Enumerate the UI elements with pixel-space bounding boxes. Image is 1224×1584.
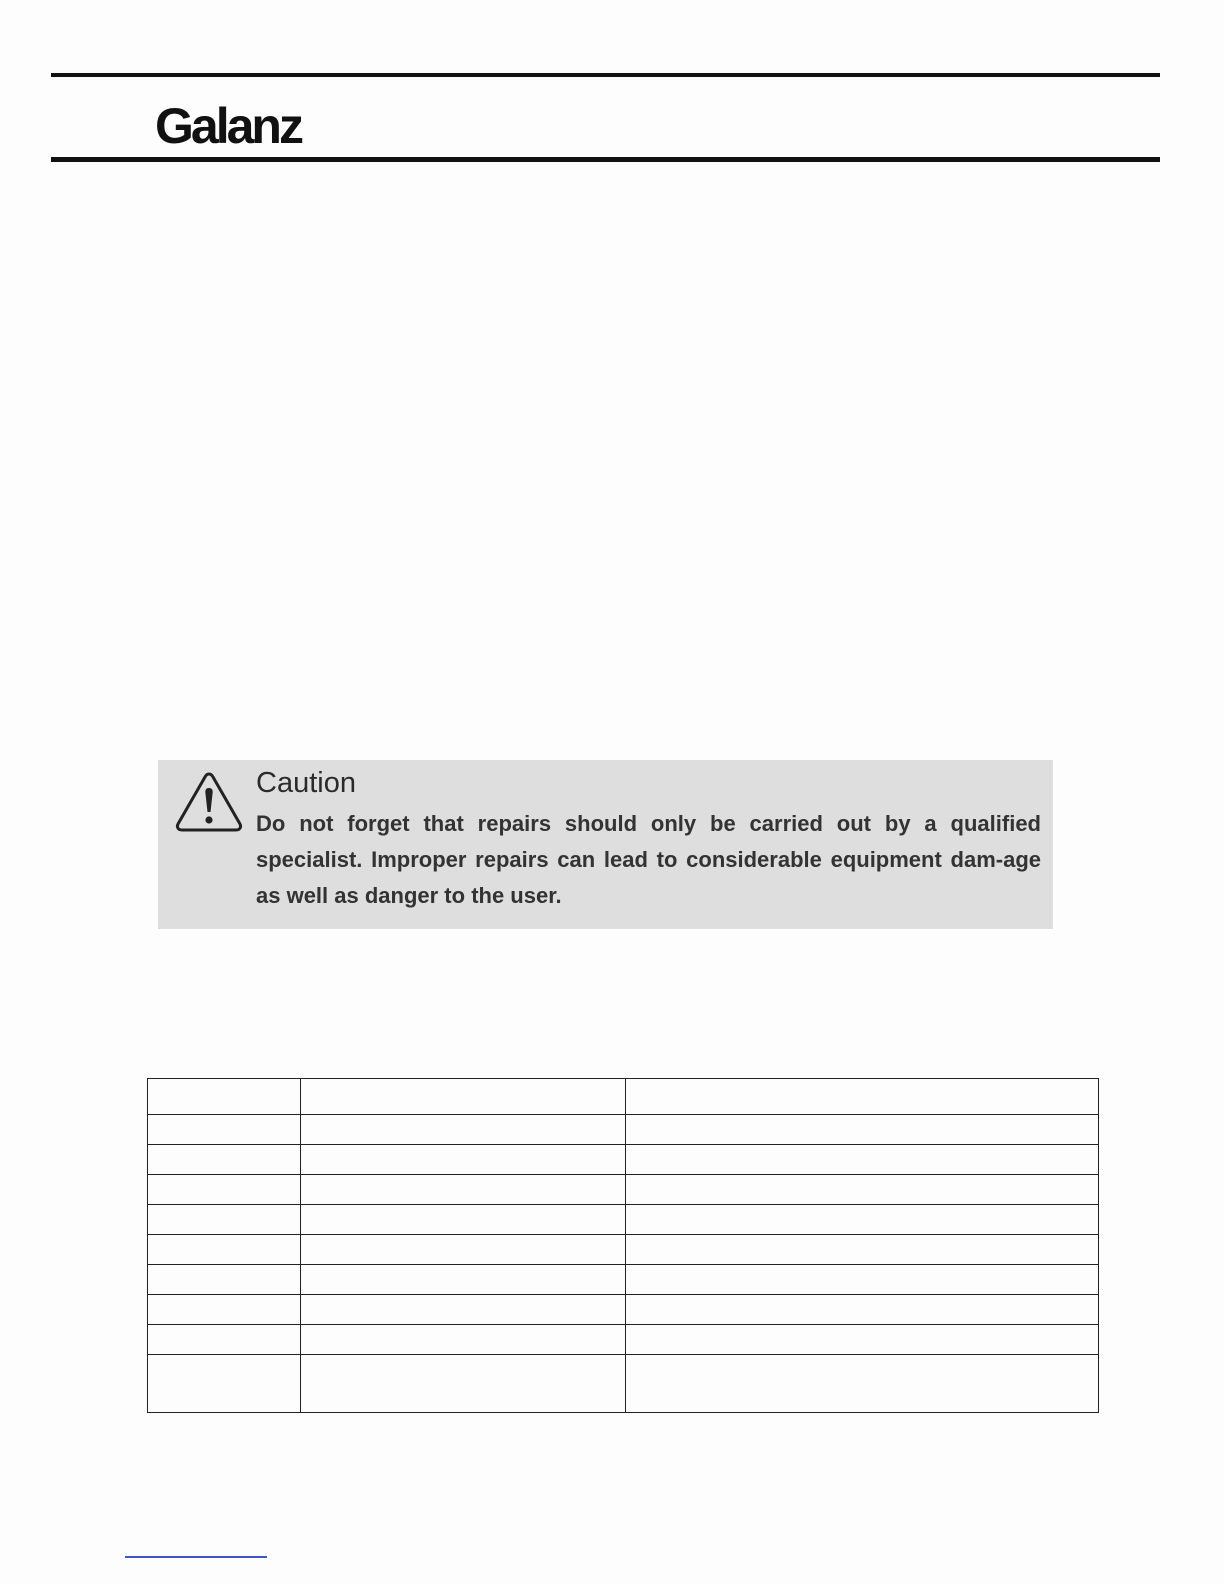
warning-triangle-icon <box>174 770 244 834</box>
footer-link-underline[interactable] <box>125 1556 267 1558</box>
table-cell <box>148 1175 301 1205</box>
caution-text: Do not forget that repairs should only be carried out by a qualified specialist. Improper repairs can lead to considerable equipment dam-age as well as danger to the user. <box>256 811 1041 908</box>
table-cell <box>301 1265 626 1295</box>
table-cell <box>626 1145 1099 1175</box>
table-row <box>148 1205 1099 1235</box>
table-cell <box>148 1145 301 1175</box>
table-cell <box>301 1325 626 1355</box>
table-row <box>148 1325 1099 1355</box>
table-cell <box>626 1325 1099 1355</box>
table-cell <box>301 1235 626 1265</box>
table-cell <box>148 1235 301 1265</box>
table-cell <box>148 1265 301 1295</box>
table-cell <box>301 1145 626 1175</box>
table-cell <box>626 1205 1099 1235</box>
table-row <box>148 1115 1099 1145</box>
table-cell <box>301 1295 626 1325</box>
header-top-rule <box>51 73 1160 77</box>
table-cell <box>626 1235 1099 1265</box>
table-cell <box>626 1175 1099 1205</box>
header-bottom-rule <box>51 157 1160 162</box>
table-row <box>148 1145 1099 1175</box>
table-cell <box>301 1079 626 1115</box>
table-cell <box>148 1115 301 1145</box>
table-cell <box>626 1295 1099 1325</box>
table-cell <box>626 1079 1099 1115</box>
galanz-logo: Galanz <box>155 98 301 154</box>
table-cell <box>148 1205 301 1235</box>
table-cell <box>301 1205 626 1235</box>
table-cell <box>626 1265 1099 1295</box>
table-cell <box>301 1175 626 1205</box>
table-cell <box>148 1079 301 1115</box>
table-cell <box>148 1295 301 1325</box>
table-cell <box>301 1355 626 1413</box>
table-row <box>148 1265 1099 1295</box>
table-cell <box>301 1115 626 1145</box>
table-cell <box>148 1325 301 1355</box>
table-cell <box>626 1355 1099 1413</box>
spec-table <box>147 1078 1099 1413</box>
table-row <box>148 1175 1099 1205</box>
caution-title: Caution <box>256 767 356 799</box>
table-row <box>148 1355 1099 1413</box>
caution-box <box>158 760 1053 929</box>
table-row <box>148 1295 1099 1325</box>
table-cell <box>626 1115 1099 1145</box>
table-row <box>148 1079 1099 1115</box>
table-cell <box>148 1355 301 1413</box>
table-row <box>148 1235 1099 1265</box>
